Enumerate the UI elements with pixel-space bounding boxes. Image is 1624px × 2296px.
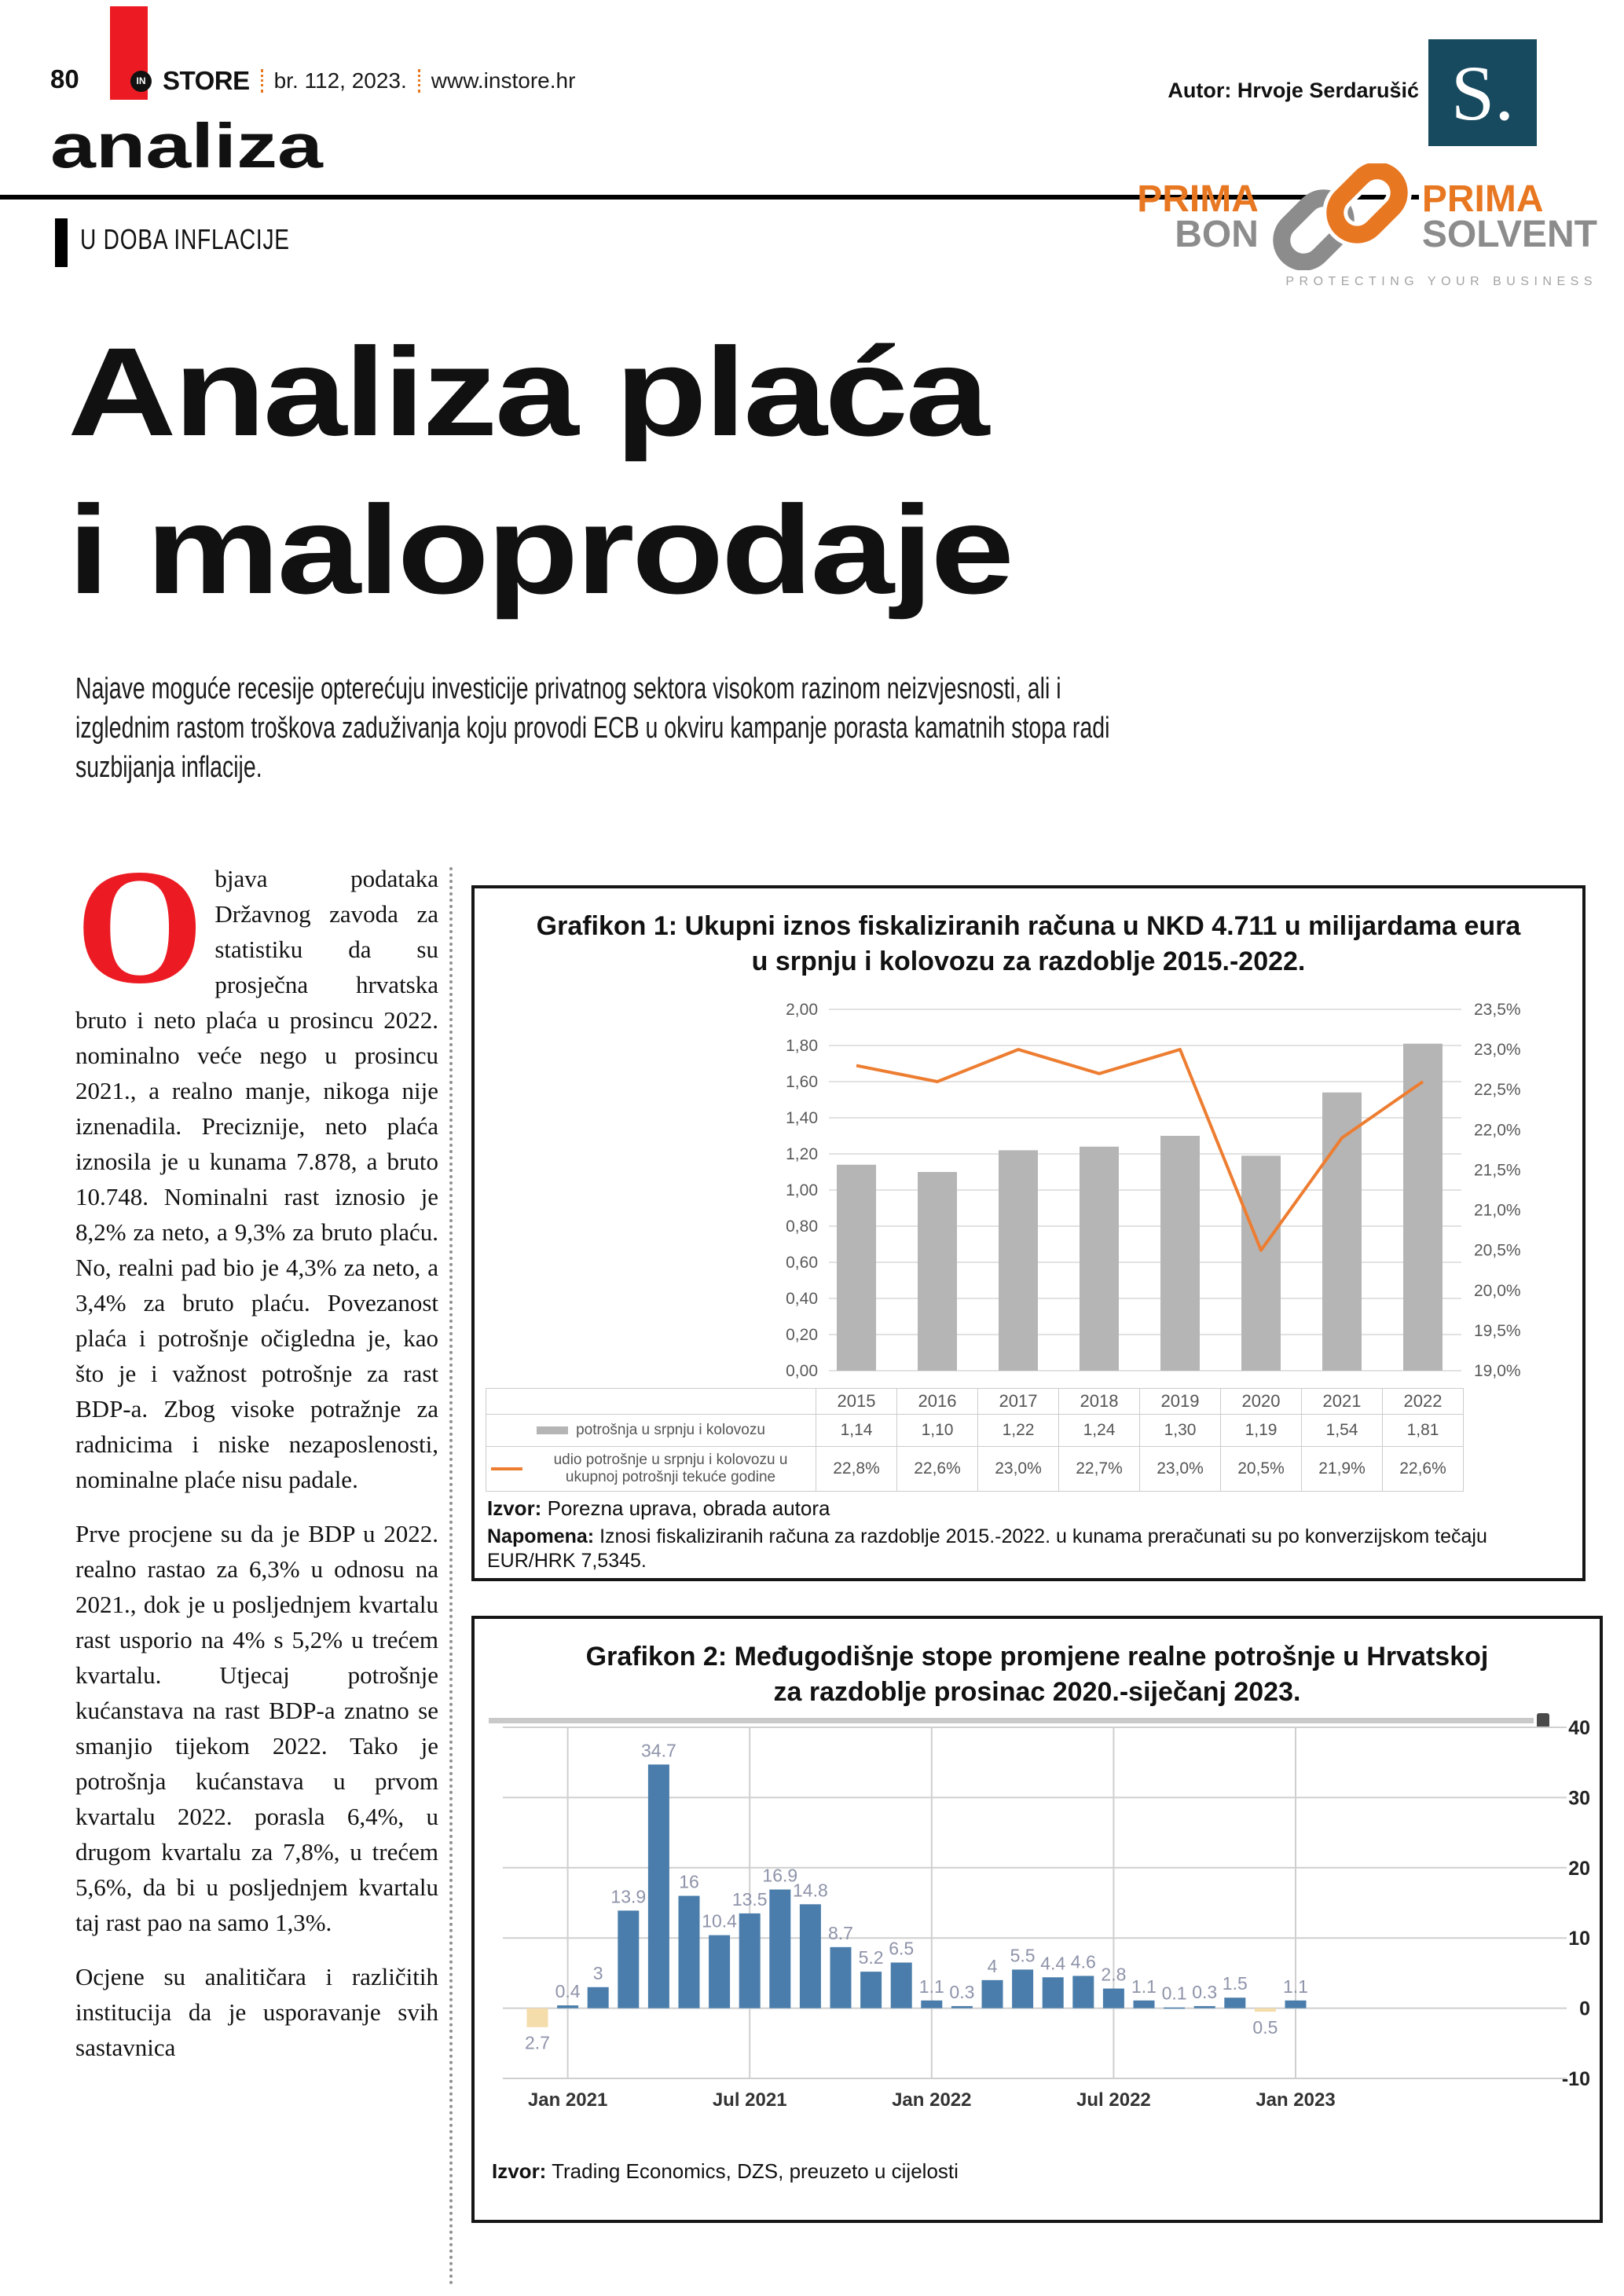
chart2-box	[471, 1616, 1603, 2223]
chart1-table-bar-value: 1,19	[1221, 1415, 1302, 1447]
body-paragraph-2: Prve procjene su da je BDP u 2022. realno rastao za 6,3% u odnosu na 2021., dok je u posljednjem kvartalu rast usporio na 4% s 5,2% u trećem kvartalu. Utjecaj potrošnje kućanstava na rast BDP-a znatno se smanjio tijekom 2022. Tako je potrošnja kućanstava u prvom kvartalu 2022. porasla 6,4%, u drugom kvartalu za 7,8%, u trećem 5,6%, da bi u posljednjem kvartalu taj rast pao na samo 1,3%.	[75, 1520, 438, 1936]
chart1-bar	[837, 1165, 876, 1371]
sponsor-solvent: SOLVENT	[1421, 214, 1597, 255]
chart2-y-axis-tick: 40	[1568, 1717, 1590, 1739]
chart2-bar-label: 34.7	[641, 1740, 676, 1761]
chart1-table-year: 2015	[816, 1389, 897, 1415]
sponsor-tagline: PROTECTING YOUR BUSINESS	[1285, 275, 1597, 288]
body-column	[75, 836, 438, 2065]
chart1-left-axis-tick: 2,00	[786, 1001, 818, 1019]
chart2-x-axis-tick: Jan 2022	[892, 2089, 972, 2111]
chart2-bar	[860, 1972, 882, 2008]
chart1-source	[487, 1496, 830, 1521]
chart2-bar	[951, 2006, 973, 2009]
chart2-bar	[891, 1962, 912, 2008]
chart1-right-axis-tick: 22,5%	[1474, 1081, 1521, 1100]
chart2-bar	[1134, 2001, 1155, 2009]
sponsor-prima-left: PRIMA	[1137, 178, 1259, 220]
chart1-title-line1: Grafikon 1: Ukupni iznos fiskaliziranih računa u NKD 4.711 u milijardama eura	[536, 911, 1521, 941]
chart2-x-axis-tick: Jul 2021	[712, 2089, 787, 2111]
chart2-bar	[648, 1764, 669, 2008]
chart1-right-axis-tick: 19,5%	[1474, 1321, 1521, 1340]
chart1-plot	[475, 1003, 1576, 1380]
chart1-table-year: 2022	[1383, 1389, 1464, 1415]
chart2-source-text: Trading Economics, DZS, preuzeto u cijelosti	[546, 2159, 959, 2183]
chart2-bar-label: 3	[592, 1962, 603, 1983]
bar-legend-swatch-icon	[537, 1426, 568, 1434]
chart1-right-axis-tick: 23,0%	[1474, 1041, 1521, 1060]
chart2-y-axis-tick: 0	[1579, 1998, 1590, 2020]
body-paragraph-1	[75, 836, 438, 1497]
chart2-bar	[1285, 2001, 1307, 2009]
chart2-x-axis-tick: Jan 2023	[1256, 2089, 1336, 2111]
kicker: U DOBA INFLACIJE	[80, 223, 290, 255]
chart1-source-label: Izvor:	[487, 1496, 542, 1520]
brand-store-wordmark: STORE	[163, 66, 250, 95]
page-number: 80	[50, 64, 79, 93]
section-title: analiza	[50, 111, 323, 181]
chart2-bar	[709, 1935, 730, 2009]
masthead	[130, 66, 575, 96]
chart1-table-year: 2017	[978, 1389, 1059, 1415]
chart1-table-bar-value: 1,14	[816, 1415, 897, 1447]
chart1-left-axis-tick: 1,40	[786, 1109, 818, 1127]
chart2-bar	[1012, 1969, 1033, 2008]
author-byline: Autor: Hrvoje Serdarušić	[1168, 79, 1419, 102]
chart2-bar-label: 2.7	[525, 2032, 550, 2053]
chart1-source-text: Porezna uprava, obrada autora	[541, 1496, 830, 1520]
chart2-bar-label: 0.3	[949, 1981, 975, 2002]
chart1-left-axis-tick: 0,80	[786, 1218, 818, 1236]
chart2-y-axis-tick: 10	[1568, 1928, 1590, 1950]
chart2-bar-label: 5.5	[1010, 1945, 1036, 1966]
chart1-table-year: 2016	[897, 1389, 978, 1415]
chart1-title-line2: u srpnju i kolovozu za razdoblje 2015.-2022.	[751, 947, 1306, 976]
chart2-bar	[921, 2001, 942, 2009]
chart2-bar	[982, 1980, 1003, 2009]
chart1-table-line-value: 22,6%	[897, 1447, 978, 1492]
chart2-bar-label: 1.1	[1131, 1976, 1157, 1997]
chart1-table-year: 2020	[1221, 1389, 1302, 1415]
chart1-right-axis-tick: 21,0%	[1474, 1201, 1521, 1220]
chart1-left-axis-tick: 1,00	[786, 1181, 818, 1199]
chart1-bar	[1322, 1093, 1362, 1371]
chart2-y-axis-tick: -10	[1561, 2068, 1590, 2090]
chart1-left-axis-tick: 1,80	[786, 1037, 818, 1055]
chart2-bar	[679, 1896, 700, 2009]
chart1-note-text: Iznosi fiskaliziranih računa za razdoblje 2015.-2022. u kunama preračunati su po konverzijskom tečaju EUR/HRK 7,5345.	[487, 1525, 1487, 1572]
chart2-y-axis-tick: 30	[1568, 1787, 1590, 1810]
chart1-table-year: 2021	[1302, 1389, 1383, 1415]
chart2-bar-label: 4.4	[1040, 1953, 1066, 1974]
chart1-table-line-value: 22,7%	[1059, 1447, 1140, 1492]
chart2-source	[492, 2159, 959, 2184]
lead-paragraph: Najave moguće recesije opterećuju investicije privatnog sektora visokom razinom neizvjesnosti, ali i izglednim rastom troškova zaduživanja koju provodi ECB u okviru kampanje porasta kamatnih stopa radi suzbijanja inflacije.	[75, 672, 1110, 784]
chart1-bar	[1160, 1136, 1200, 1371]
chart1-right-axis-tick: 21,5%	[1474, 1161, 1521, 1180]
chart1-legend-line-label: udio potrošnje u srpnju i kolovozu u ukupnoj potrošnji tekuće godine	[553, 1452, 788, 1485]
chart2-plot	[475, 1717, 1593, 2131]
chart1-table-line-value: 21,9%	[1302, 1447, 1383, 1492]
kicker-bar	[55, 218, 68, 267]
chart1-table-line-value: 23,0%	[978, 1447, 1059, 1492]
chart1-note	[487, 1525, 1565, 1573]
chart2-bar-label: 10.4	[702, 1910, 737, 1932]
chart2-bar	[769, 1890, 790, 2009]
chart2-title	[475, 1639, 1600, 1710]
chart2-bar-label: 16	[679, 1871, 699, 1892]
chart2-bar	[1224, 1998, 1245, 2008]
chart2-source-label: Izvor:	[492, 2159, 547, 2183]
chart2-bar-label: 8.7	[828, 1922, 853, 1943]
chart1-table-corner	[486, 1389, 816, 1415]
chart1-bar	[918, 1172, 957, 1371]
sponsor-prima-right: PRIMA	[1421, 178, 1544, 220]
chart2-bar	[618, 1910, 639, 2008]
chart2-bar-label: 1.1	[1283, 1976, 1308, 1997]
chart2-bar-label: 16.9	[762, 1865, 798, 1886]
chart2-bar-label: 0.5	[1252, 2017, 1278, 2038]
chart1-data-table	[486, 1388, 1464, 1492]
body-paragraph-3: Ocjene su analitičara i različitih institucija da je usporavanje svih sastavnica	[75, 1963, 438, 2061]
chart2-x-axis-tick: Jul 2022	[1076, 2089, 1151, 2111]
website-url: www.instore.hr	[431, 68, 576, 93]
chart2-bar	[739, 1913, 761, 2009]
chart2-bar-label: 2.8	[1101, 1964, 1127, 1985]
chart1-table-bar-value: 1,22	[978, 1415, 1059, 1447]
line-legend-swatch-icon	[491, 1467, 522, 1470]
chart1-table-year: 2018	[1059, 1389, 1140, 1415]
chart1-note-label: Napomena:	[487, 1525, 595, 1547]
chart2-bar	[1043, 1977, 1064, 2008]
chart1-right-axis-tick: 20,0%	[1474, 1281, 1521, 1300]
chart2-bar-label: 1.5	[1222, 1973, 1248, 1994]
chart2-bar-label: 13.9	[610, 1886, 647, 1907]
chart2-bar	[527, 2009, 548, 2027]
chart2-bar	[1164, 2008, 1185, 2009]
chart2-bar-label: 0.1	[1161, 1983, 1187, 2004]
chart1-table-line-value: 22,8%	[816, 1447, 897, 1492]
chart2-bar-label: 5.2	[858, 1947, 884, 1968]
chart1-legend-bar	[486, 1415, 816, 1447]
chart2-bar-label: 4.6	[1070, 1951, 1096, 1972]
chart1-left-axis-tick: 1,20	[786, 1145, 818, 1163]
chart1-table-line-value: 20,5%	[1221, 1447, 1302, 1492]
prima-bon-solvent-logo	[1110, 163, 1597, 289]
chart2-bar	[1194, 2006, 1215, 2009]
chart1-right-axis-tick: 23,5%	[1474, 1001, 1521, 1019]
chart1-bar	[1241, 1155, 1281, 1371]
chart1-bar	[1080, 1147, 1119, 1371]
chart1-table-bar-value: 1,54	[1302, 1415, 1383, 1447]
chart2-bar	[1103, 1989, 1124, 2009]
chart2-bar-label: 6.5	[889, 1938, 915, 1959]
chart2-bar-label: 0.4	[555, 1981, 581, 2002]
headline-line2: i maloprodaje	[68, 479, 1012, 620]
headline-line1: Analiza plaća	[68, 321, 987, 462]
dropcap: O	[75, 836, 204, 1018]
chart1-table-year: 2019	[1140, 1389, 1221, 1415]
chart2-bar	[1255, 2009, 1276, 2012]
chart1-table-line-value: 23,0%	[1140, 1447, 1221, 1492]
chart2-bar-label: 4	[987, 1955, 998, 1976]
chart1-right-axis-tick: 22,0%	[1474, 1121, 1521, 1140]
chart1-table-line-value: 22,6%	[1383, 1447, 1464, 1492]
chart2-bar	[557, 2005, 578, 2009]
body-paragraph-1-text: bjava podataka Državnog zavoda za statistiku da su prosječna hrvatska bruto i neto plaća u prosincu 2022. nominalno veće nego u prosincu 2021., a realno manje, nikoga nije iznenadila. Preciznije, neto plaća iznosila je u kunama 7.878, a bruto 10.748. Nominalni rast iznosio je 8,2% za neto, a 9,3% za bruto plaću. No, realni pad bio je 4,3% za neto, a 3,4% za bruto plaću. Povezanost plaća i potrošnje očigledna je, kao što je i važnost potrošnje za rast BDP-a. Zbog visoke potražnje za radnicima i niske nezaposlenosti, nominalne plaće nisu padale.	[75, 865, 438, 1493]
chart1-table-bar-value: 1,30	[1140, 1415, 1221, 1447]
chart2-bar-label: 0.3	[1192, 1981, 1218, 2002]
chart1-right-axis-tick: 20,5%	[1474, 1241, 1521, 1260]
chart2-bar	[1072, 1976, 1094, 2008]
chart1-table-bar-value: 1,24	[1059, 1415, 1140, 1447]
chart1-box	[471, 885, 1586, 1581]
chart2-bar-label: 14.8	[793, 1880, 828, 1901]
chart2-bar	[830, 1947, 852, 2009]
chart2-y-axis-tick: 20	[1568, 1857, 1590, 1880]
chart1-left-axis-tick: 0,20	[786, 1326, 818, 1344]
issue-number: br. 112, 2023.	[273, 68, 407, 93]
chart1-table-bar-value: 1,81	[1383, 1415, 1464, 1447]
instore-in-badge-icon: IN	[130, 71, 152, 92]
chart2-bar-label: 1.1	[918, 1976, 944, 1997]
chart1-left-axis-tick: 1,60	[786, 1073, 818, 1091]
chart2-bar	[588, 1987, 609, 2009]
chart2-title-line1: Grafikon 2: Međugodišnje stope promjene realne potrošnje u Hrvatskoj	[585, 1642, 1489, 1672]
chart1-title	[475, 909, 1582, 980]
masthead-separator	[418, 69, 420, 93]
chart2-bar	[800, 1904, 821, 2008]
chart1-table-bar-value: 1,10	[897, 1415, 978, 1447]
chart2-bar-label: 13.5	[731, 1888, 768, 1910]
chart1-right-axis-tick: 19,0%	[1474, 1362, 1521, 1380]
chain-link-icon	[1262, 163, 1419, 270]
sponsor-bon: BON	[1175, 214, 1259, 255]
publisher-s-logo: S.	[1428, 39, 1537, 146]
chart1-left-axis-tick: 0,60	[786, 1254, 818, 1272]
chart1-bar	[999, 1150, 1038, 1371]
headline	[68, 313, 1011, 628]
chart1-left-axis-tick: 0,40	[786, 1290, 818, 1308]
chart1-legend-bar-label: potrošnja u srpnju i kolovozu	[576, 1422, 765, 1438]
masthead-separator	[261, 69, 263, 93]
chart1-legend-line	[486, 1447, 816, 1492]
column-divider	[449, 867, 453, 2286]
chart2-title-line2: za razdoblje prosinac 2020.-siječanj 2023.	[773, 1677, 1301, 1707]
chart2-x-axis-tick: Jan 2021	[527, 2089, 608, 2111]
chart1-left-axis-tick: 0,00	[786, 1362, 818, 1380]
